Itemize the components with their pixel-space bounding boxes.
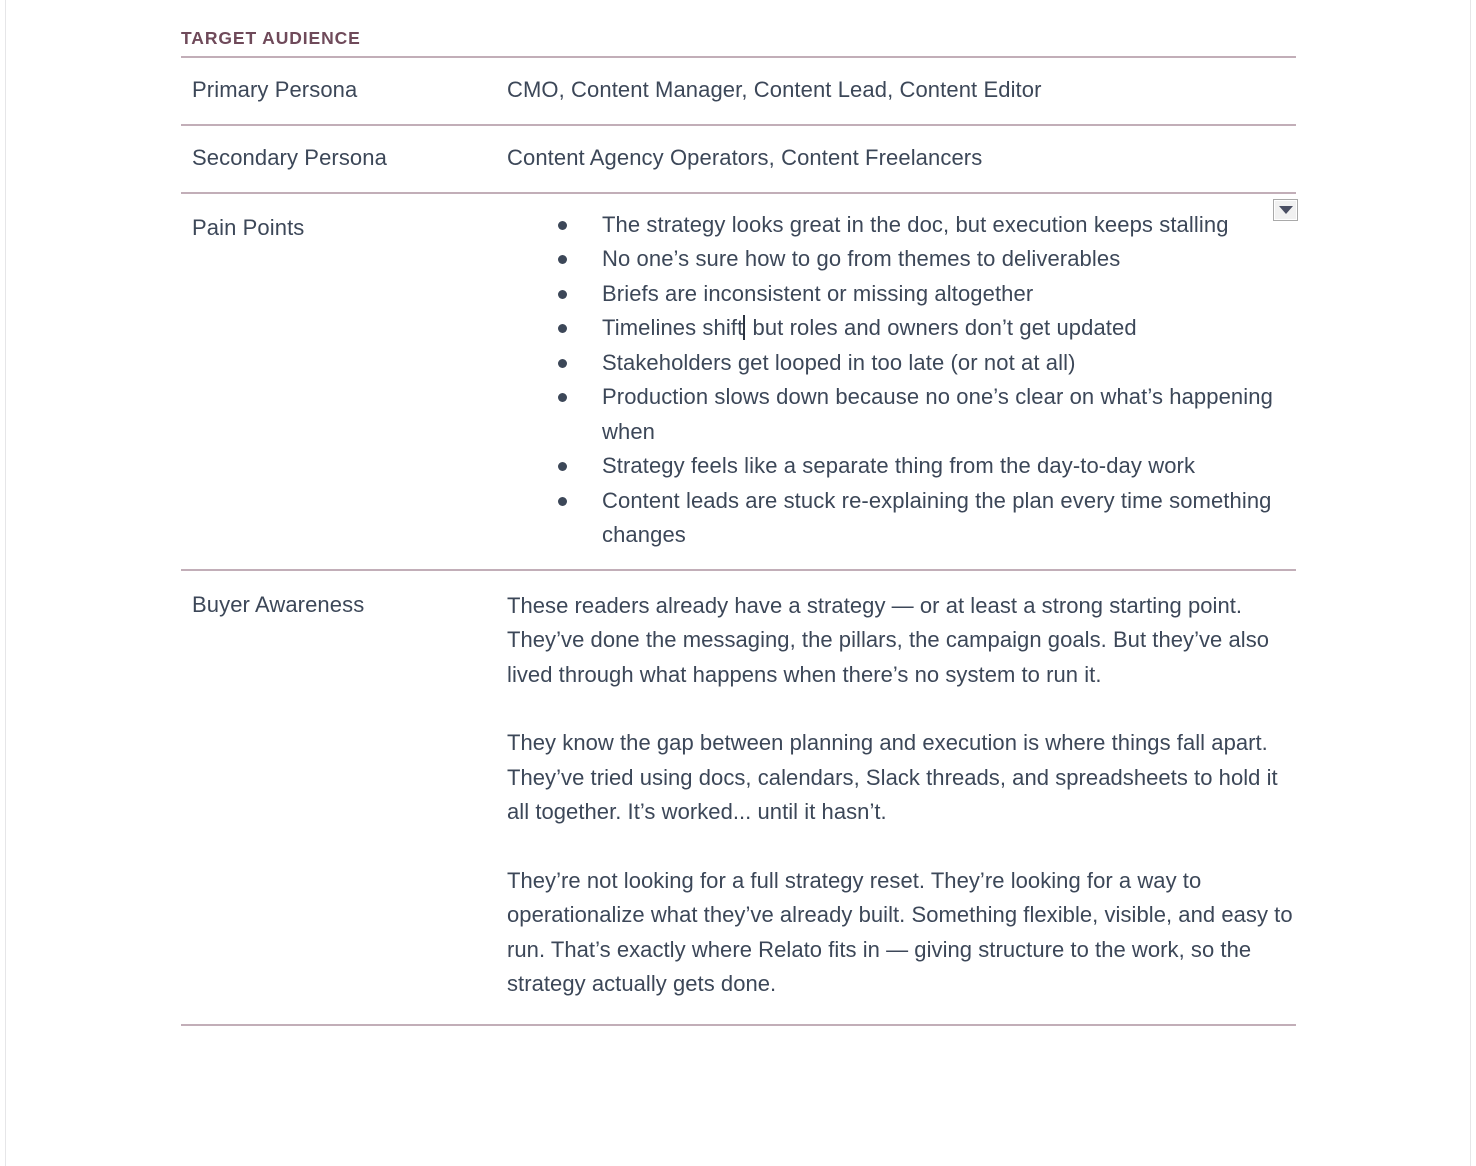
table-row-primary-persona (181, 58, 1296, 125)
row-label-pain-points: Pain Points (181, 193, 507, 570)
bullet-icon (558, 221, 567, 230)
bullet-icon (558, 324, 567, 333)
paragraph: They’re not looking for a full strategy reset. They’re looking for a way to operationalize what they’ve already built. Something flexible, visible, and easy to run. That’s exactly where Relato fits in — giving structure to the work, so the strategy actually gets done. (507, 867, 1293, 997)
pain-points-list (507, 208, 1296, 553)
list-item[interactable] (507, 484, 1296, 553)
bullet-icon (558, 393, 567, 402)
list-item-text: Strategy feels like a separate thing from the day-to-day work (602, 453, 1196, 479)
paragraph: They know the gap between planning and execution is where things fall apart. They’ve tried using docs, calendars, Slack threads, and spreadsheets to hold it all together. It’s worked... until it hasn’t. (507, 730, 1278, 825)
table-row-secondary-persona (181, 125, 1296, 193)
target-audience-document (181, 0, 1296, 1026)
table-row-pain-points (181, 193, 1296, 570)
list-item[interactable] (507, 380, 1296, 449)
row-label-secondary-persona: Secondary Persona (181, 125, 507, 193)
list-item[interactable] (507, 449, 1296, 484)
list-item[interactable] (507, 277, 1296, 312)
row-label-buyer-awareness: Buyer Awareness (181, 570, 507, 1024)
row-value-secondary-persona[interactable]: Content Agency Operators, Content Freelancers (507, 125, 1296, 193)
list-item-text: Stakeholders get looped in too late (or not at all) (602, 349, 1076, 375)
text-cursor-caret (743, 315, 745, 340)
list-item[interactable] (507, 346, 1296, 381)
list-item-text-after-caret: but roles and owners don’t get updated (746, 315, 1137, 341)
bullet-icon (558, 497, 567, 506)
list-item-text: The strategy looks great in the doc, but execution keeps stalling (602, 211, 1229, 237)
bullet-icon (558, 462, 567, 471)
row-label-primary-persona: Primary Persona (192, 76, 358, 102)
page-left-border (5, 0, 6, 1166)
page-right-border (1470, 0, 1471, 1166)
target-audience-table (181, 58, 1296, 1024)
list-item-text: No one’s sure how to go from themes to deliverables (602, 246, 1121, 272)
list-item-text: Production slows down because no one’s clear on what’s happening when (602, 384, 1273, 444)
list-item[interactable] (507, 208, 1296, 243)
row-value-buyer-awareness[interactable] (507, 570, 1296, 1024)
bullet-icon (558, 255, 567, 264)
row-value-pain-points[interactable] (507, 193, 1296, 570)
paragraph: These readers already have a strategy — or at least a strong starting point. They’ve done the messaging, the pillars, the campaign goals. But they’ve also lived through what happens when there’s no system to run it. (507, 592, 1270, 687)
list-item-text-before-caret: Timelines shift (602, 315, 744, 341)
bullet-icon (558, 359, 567, 368)
list-item[interactable] (507, 242, 1296, 277)
row-value-primary-persona[interactable]: CMO, Content Manager, Content Lead, Content Editor (507, 76, 1042, 102)
table-row-buyer-awareness (181, 570, 1296, 1024)
section-divider-bottom (181, 1024, 1296, 1026)
section-title: TARGET AUDIENCE (181, 28, 361, 48)
list-item-text: Content leads are stuck re-explaining the plan every time something changes (602, 487, 1272, 548)
list-item-with-caret[interactable] (507, 311, 1296, 346)
list-item-text: Briefs are inconsistent or missing altogether (602, 280, 1034, 306)
bullet-icon (558, 290, 567, 299)
